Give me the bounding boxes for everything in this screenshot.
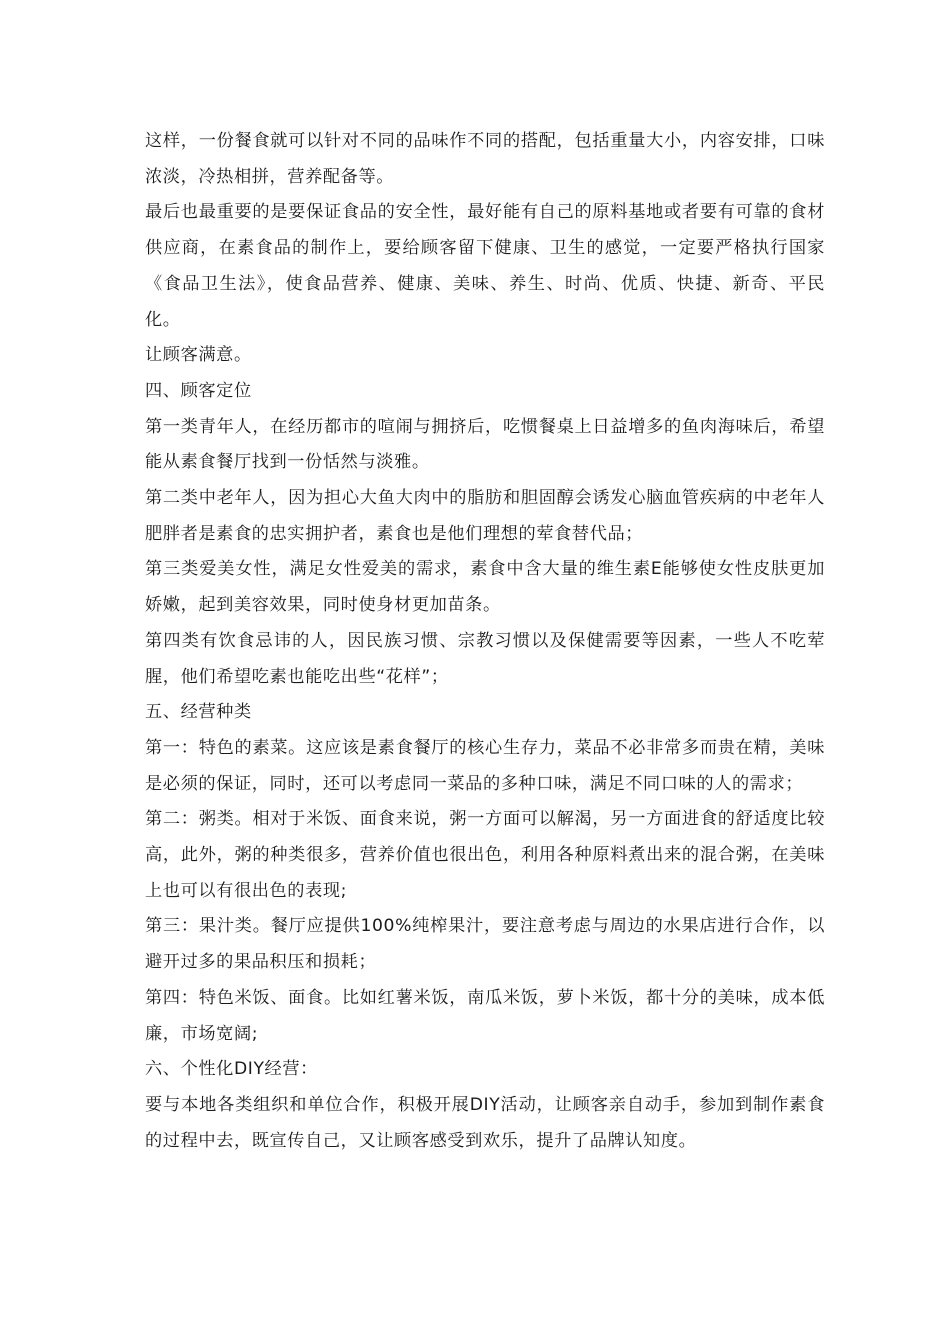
- section-heading-diy: 六、个性化DIY经营：: [145, 1059, 318, 1080]
- paragraph-vegetarian-dishes: 第一：特色的素菜。这应该是素食餐厅的核心生存力，菜品不必非常多而贵在精，美味是必须的保证，同时，还可以考虑同一菜品的多种口味，满足不同口味的人的需求；: [145, 737, 825, 794]
- paragraph-food-safety: 最后也最重要的是要保证食品的安全性，最好能有自己的原料基地或者要有可靠的食材供应商，在素食品的制作上，要给顾客留下健康、卫生的感觉，一定要严格执行国家《食品卫生法》，使食品营养、健康、美味、养生、时尚、优质、快捷、新奇、平民化。: [145, 202, 825, 330]
- paragraph-middle-aged: 第二类中老年人，因为担心大鱼大肉中的脂肪和胆固醇会诱发心脑血管疾病的中老年人肥胖者是素食的忠实拥护者，素食也是他们理想的荤食替代品；: [145, 488, 825, 544]
- paragraph-porridge: 第二：粥类。相对于米饭、面食来说，粥一方面可以解渴，另一方面进食的舒适度比较高，此外，粥的种类很多，营养价值也很出色，利用各种原料煮出来的混合粥，在美味上也可以有很出色的表现;: [145, 809, 825, 901]
- paragraph-beauty-women: 第三类爱美女性，满足女性爱美的需求，素食中含大量的维生素E能够使女性皮肤更加娇嫩，起到美容效果，同时使身材更加苗条。: [145, 559, 825, 616]
- paragraph-young-people: 第一类青年人，在经历都市的喧闹与拥挤后，吃惯餐桌上日益增多的鱼肉海味后，希望能从素食餐厅找到一份恬然与淡雅。: [145, 416, 825, 473]
- section-heading-customer-positioning: 四、顾客定位: [145, 380, 252, 401]
- paragraph-meal-combination: 这样，一份餐食就可以针对不同的品味作不同的搭配，包括重量大小，内容安排，口味浓淡，冷热相拼，营养配备等。: [145, 131, 825, 187]
- paragraph-customer-satisfaction: 让顾客满意。: [145, 345, 252, 366]
- paragraph-dietary-taboos: 第四类有饮食忌讳的人，因民族习惯、宗教习惯以及保健需要等因素，一些人不吃荤腥，他们希望吃素也能吃出些“花样”；: [145, 630, 825, 687]
- paragraph-juice: 第三：果汁类。餐厅应提供100%纯榨果汁，要注意考虑与周边的水果店进行合作，以避开过多的果品积压和损耗；: [145, 916, 825, 973]
- paragraph-rice-noodles: 第四：特色米饭、面食。比如红薯米饭，南瓜米饭，萝卜米饭，都十分的美味，成本低廉，市场宽阔;: [145, 987, 825, 1044]
- document-body: [145, 124, 825, 1159]
- paragraph-diy-activities: 要与本地各类组织和单位合作，积极开展DIY活动，让顾客亲自动手，参加到制作素食的过程中去，既宣传自己，又让顾客感受到欢乐，提升了品牌认知度。: [145, 1094, 825, 1151]
- section-heading-business-types: 五、经营种类: [145, 702, 252, 723]
